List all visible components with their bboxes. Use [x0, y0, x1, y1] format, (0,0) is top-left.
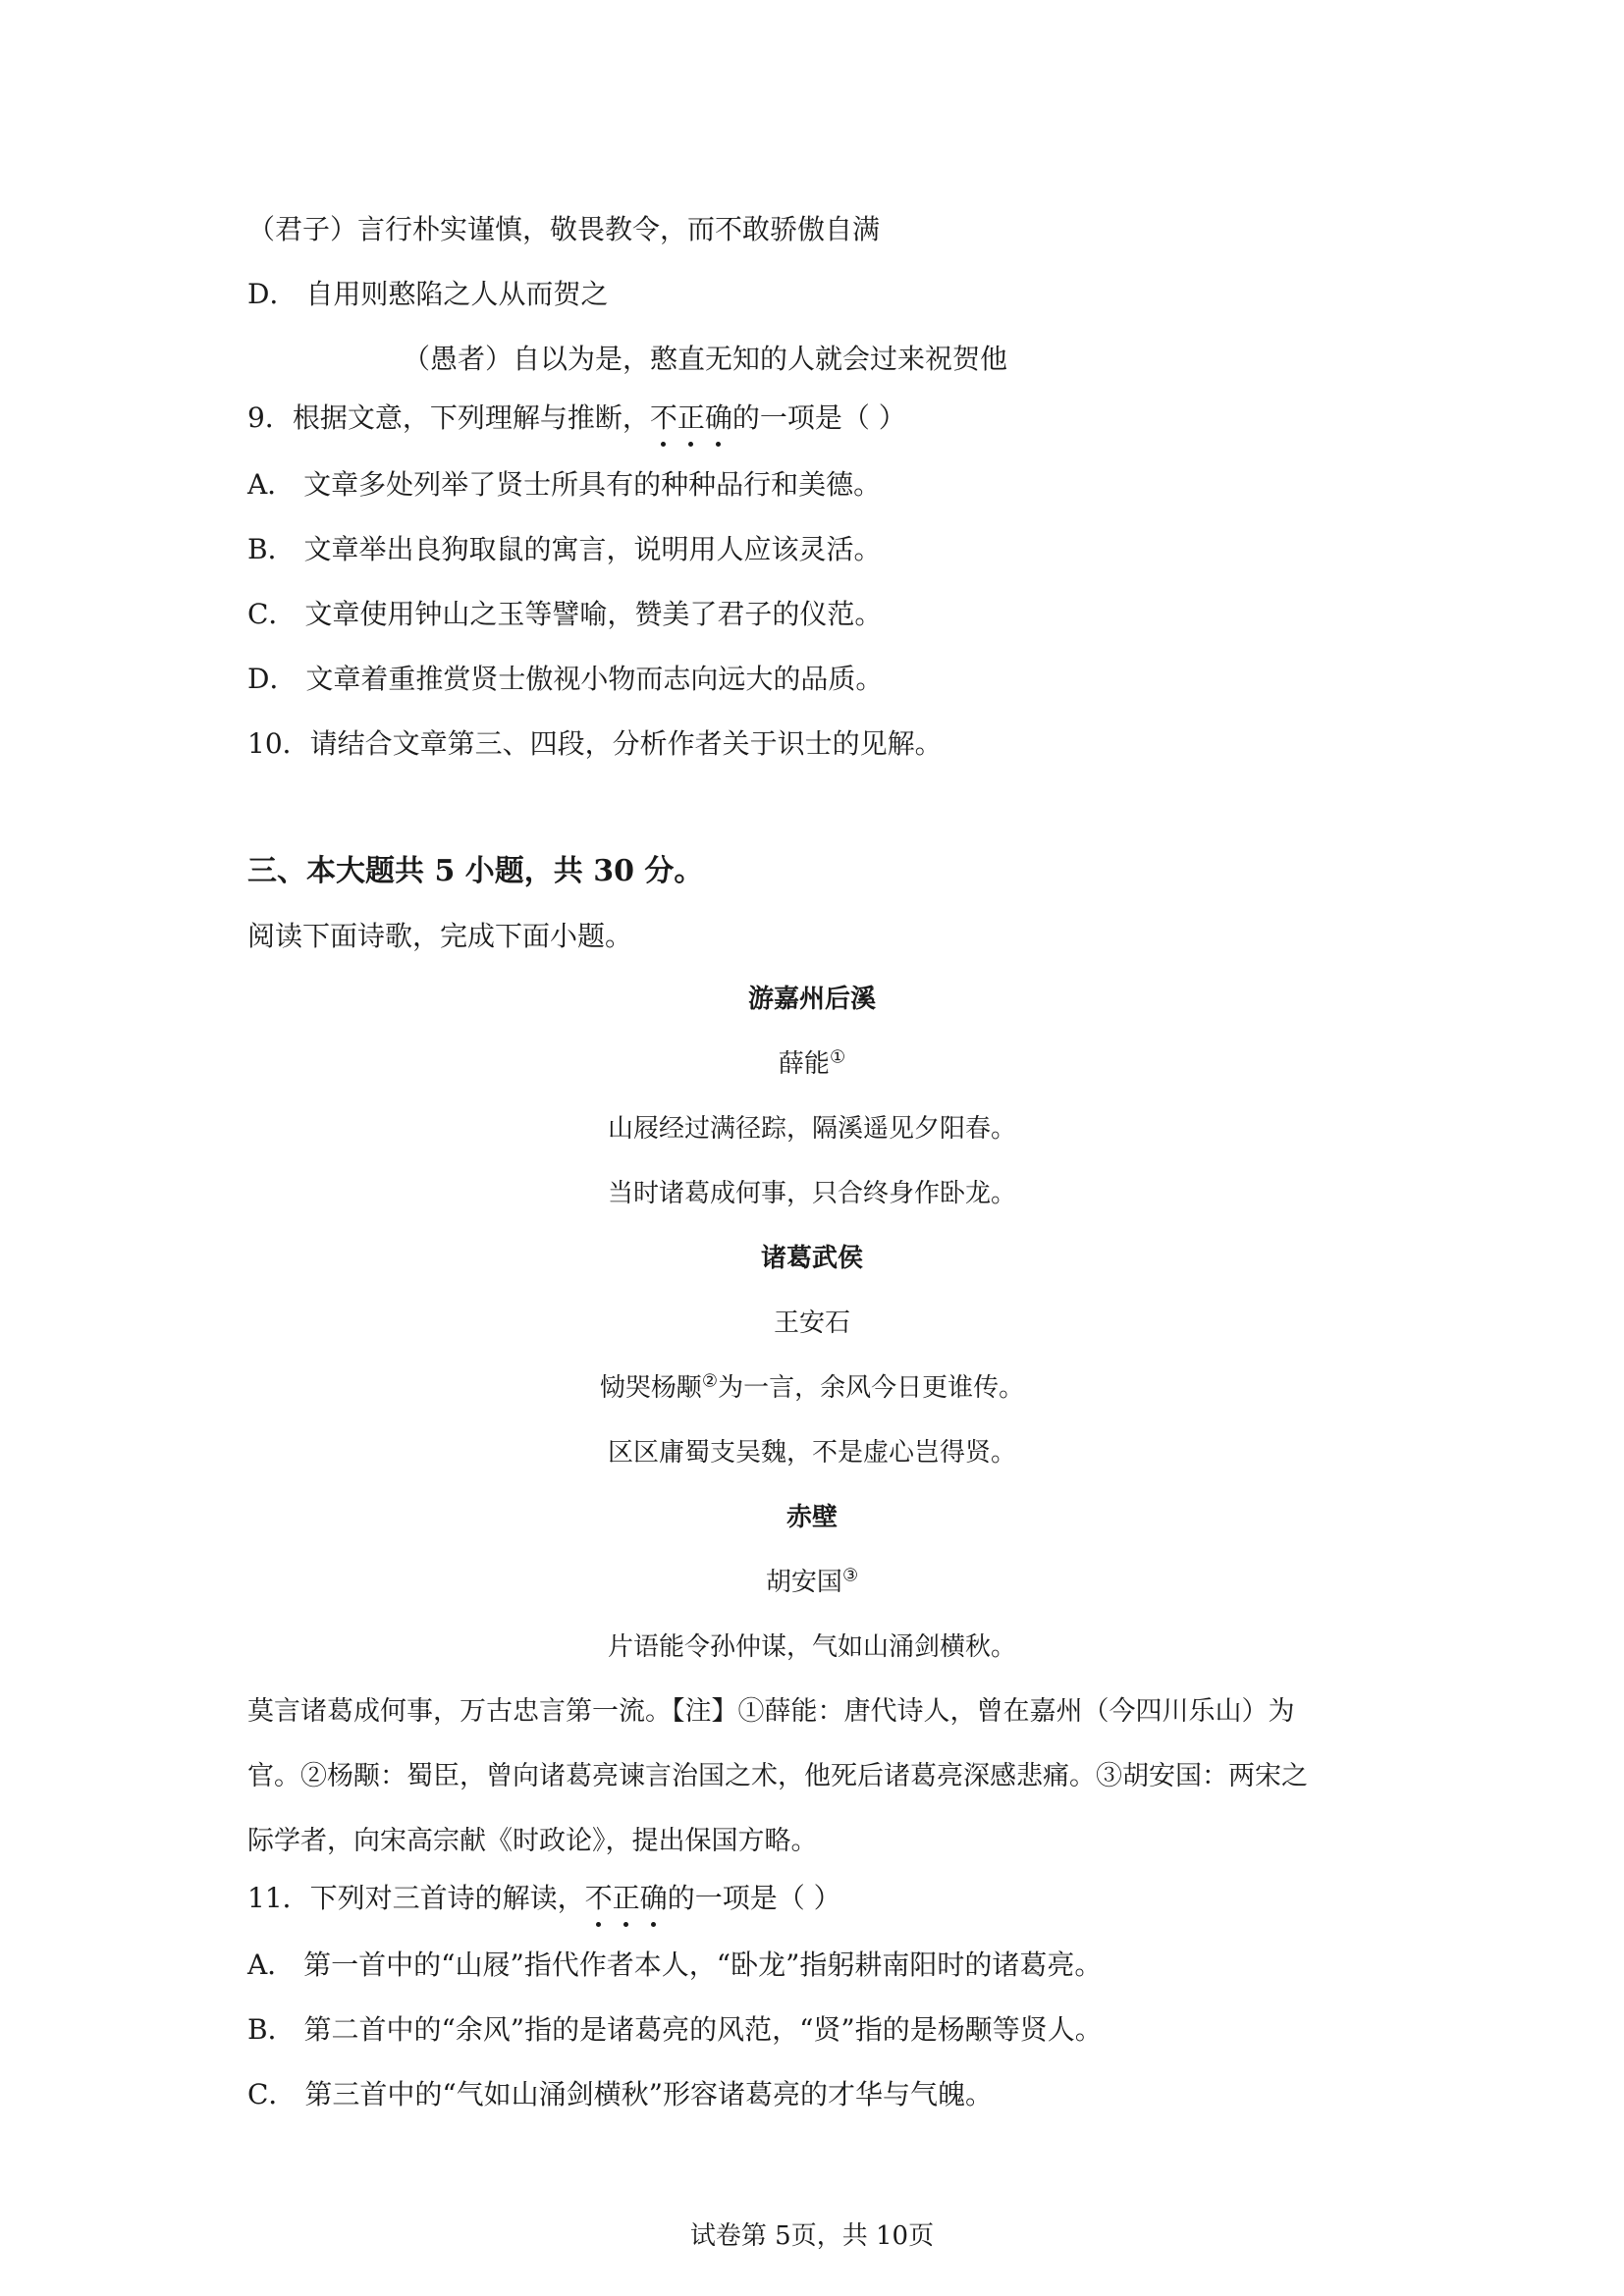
q9-option-d: [247, 660, 883, 699]
page-footer: 试卷第 5页，共 10页: [689, 2221, 935, 2251]
option-text: 文章多处列举了贤士所具有的种种品行和美德。: [303, 468, 882, 501]
option-text: 第二首中的“余风”指的是诸葛亮的风范，“贤”指的是杨颙等贤人。: [303, 2013, 1103, 2046]
option-label: A．: [247, 468, 296, 501]
question-9: [247, 399, 906, 438]
option-label: B．: [247, 2013, 296, 2046]
question-11: [247, 1879, 841, 1918]
option-label: D．: [247, 663, 298, 695]
emphasis-char: 确: [705, 399, 732, 438]
verse-part: 恸哭杨颙: [599, 1373, 702, 1403]
option-text: 第三首中的“气如山涌剑横秋”形容诸葛亮的才华与气魄。: [304, 2078, 993, 2110]
emphasis-char: 不: [585, 1879, 613, 1918]
note-marker: ②: [701, 1370, 719, 1392]
question-stem-end: 的一项是（ ）: [667, 1882, 841, 1914]
q9-option-a: [247, 465, 881, 505]
option-label: C．: [247, 598, 297, 630]
q8-d-translation: （愚者）自以为是，憨直无知的人就会过来祝贺他: [403, 343, 1008, 375]
option-label: C．: [247, 2078, 297, 2110]
poem-3-line-1: 片语能令孙仲谋，气如山涌剑横秋。: [607, 1632, 1016, 1662]
poem-2-author: 王安石: [773, 1308, 850, 1338]
option-label: D．: [247, 278, 298, 310]
question-stem: 9．根据文意，下列理解与推断，: [247, 401, 650, 434]
option-text: 文章举出良狗取鼠的寓言，说明用人应该灵活。: [303, 533, 882, 565]
emphasis-char: 正: [677, 399, 705, 438]
notes-line-2: 官。②杨颙：蜀臣，曾向诸葛亮谏言治国之术，他死后诸葛亮深感悲痛。③胡安国：两宋之: [247, 1761, 1308, 1791]
q11-option-a: [247, 1946, 1102, 1985]
poem-2-line-1: [0, 1368, 1624, 1408]
note-marker: ③: [841, 1565, 859, 1586]
notes-line-1: 莫言诸葛成何事，万古忠言第一流。【注】①薛能：唐代诗人，曾在嘉州（今四川乐山）为: [247, 1696, 1295, 1727]
poem-2-line-2: 区区庸蜀支吴魏，不是虚心岂得贤。: [607, 1438, 1016, 1468]
option-text: 第一首中的“山屐”指代作者本人，“卧龙”指躬耕南阳时的诸葛亮。: [303, 1949, 1103, 1981]
q8-c-translation: （君子）言行朴实谨慎，敬畏教令，而不敢骄傲自满: [247, 213, 881, 245]
option-label: A．: [247, 1949, 296, 1981]
poem-3-title: 赤壁: [785, 1503, 838, 1532]
option-text: 文章使用钟山之玉等譬喻，赞美了君子的仪范。: [304, 598, 883, 630]
poem-1-line-1: 山屐经过满径踪，隔溪遥见夕阳春。: [607, 1114, 1016, 1144]
option-text: 文章着重推赏贤士傲视小物而志向远大的品质。: [305, 663, 884, 695]
emphasis-char: 正: [613, 1879, 640, 1918]
option-label: B．: [247, 533, 296, 565]
emphasis-char: 确: [640, 1879, 668, 1918]
notes-line-3: 际学者，向宋高宗献《时政论》，提出保国方略。: [247, 1826, 818, 1856]
verse-part: 为一言，余风今日更谁传。: [718, 1373, 1025, 1403]
emphasis-char: 不: [650, 399, 677, 438]
q9-option-b: [247, 530, 882, 569]
note-marker: ①: [829, 1046, 846, 1068]
section-3-intro: 阅读下面诗歌，完成下面小题。: [247, 920, 633, 952]
poem-2-title: 诸葛武侯: [760, 1244, 863, 1273]
question-stem: 11．下列对三首诗的解读，: [247, 1882, 585, 1914]
option-text: 自用则憨陷之人从而贺之: [305, 278, 609, 310]
q11-option-b: [247, 2010, 1103, 2050]
question-stem-end: 的一项是（ ）: [731, 401, 906, 434]
q11-option-c: [247, 2075, 993, 2114]
q8-option-d: [247, 275, 608, 314]
poem-1-line-2: 当时诸葛成何事，只合终身作卧龙。: [607, 1179, 1016, 1208]
section-3-heading: 三、本大题共 5 小题，共 30 分。: [247, 854, 704, 888]
question-10: 10．请结合文章第三、四段，分析作者关于识士的见解。: [247, 727, 943, 760]
author-name: 胡安国: [765, 1568, 842, 1597]
author-name: 薛能: [778, 1049, 830, 1079]
poem-1-title: 游嘉州后溪: [747, 985, 876, 1014]
q9-option-c: [247, 595, 882, 634]
poem-3-author: [0, 1563, 1624, 1602]
poem-1-author: [0, 1044, 1624, 1084]
